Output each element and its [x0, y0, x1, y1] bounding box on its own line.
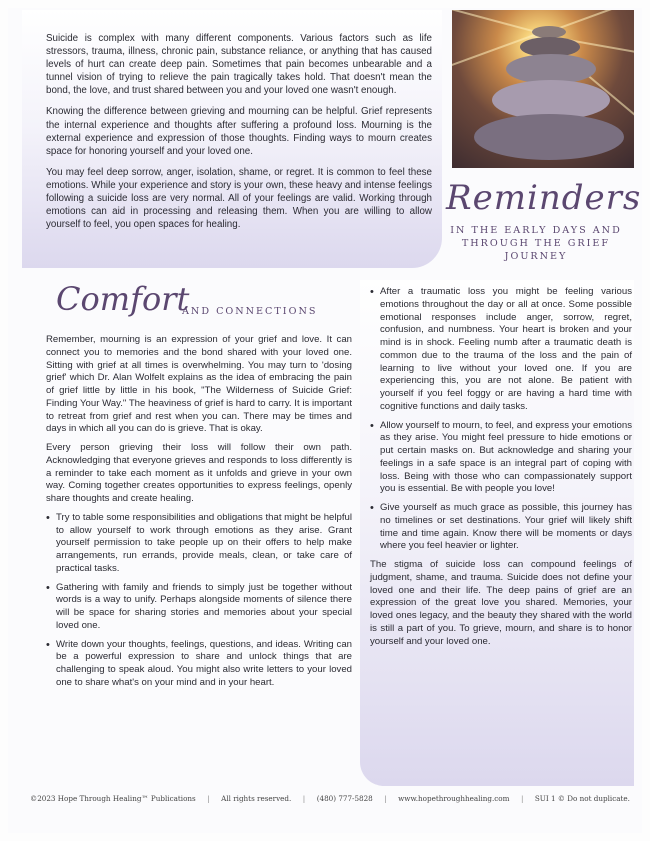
closing-paragraph: The stigma of suicide loss can compound feelings of judgment, shame, and trauma. Suicide does not define your loved one and their life. The deep pains of grief are an expression of the great love you shared. Memories, your loved ones legacy, and the beauty they shared with the world is still a part of you. To grieve, mourn, and share is to honor yourself and your loved one. [370, 559, 632, 647]
footer-divider: | [302, 794, 306, 803]
intro-text [46, 32, 432, 239]
page-subtitle: IN THE EARLY DAYS AND THROUGH THE GRIEF JOURNEY [450, 225, 622, 262]
list-item: • Allow yourself to mourn, to feel, and express your emotions as they arise. You might feel pressure to hide emotions or put certain masks on. But acknowledge and sharing your feelings in a safe space is an integral part of coping with loss. Being with those who can compassionately support you is essential. Be with people you love! [370, 420, 632, 497]
section-title-caps: AND CONNECTIONS [182, 306, 318, 317]
footer-copyright: ©2023 Hope Through Healing™ Publications [30, 794, 196, 803]
title-block [446, 178, 642, 263]
section-heading [30, 280, 352, 340]
list-item: • Try to table some responsibilities and obligations that might be helpful to allow yourself to work through emotions as they arise. Grant yourself permission to take people up on their offers to help make arrangements, run errands, provide meals, clean, or take care of practical tasks. [46, 512, 352, 576]
footer-divider: | [207, 794, 210, 803]
left-paragraph: Remember, mourning is an expression of your grief and love. It can connect you to memories and the bond shared with your loved one. Sitting with grief at all times is overwhelming. You may turn to 'dosing grief' which Dr. Alan Wolfelt explains as the idea of embracing the pain of grief little by little in his book, "The Wilderness of Suicide Grief: Finding Your Way." The heaviness of grief is hard to carry. It is important to retreat from grief and rest when you can. There may be times and days in which all you can do is grieve. That is okay. [46, 334, 352, 435]
left-paragraph: Every person grieving their loss will follow their own path. Acknowledging that everyone grieves and responds to loss differently is a reminder to take each moment as it unfolds and grieve in your own way. Coming together creates opportunities to express feelings, openly share thoughts and create healing. [46, 442, 352, 504]
left-column [30, 280, 352, 780]
list-item: • Give yourself as much grace as possible, this journey has no timelines or set destinations. Your grief will likely shift time and time again. Know there will be moments or days where you feel heavier or lighter. [370, 502, 632, 553]
intro-paragraph: Suicide is complex with many different components. Various factors such as life stressors, trauma, illness, chronic pain, substance reliance, or anything that has caused levels of hurt can create deep pain. Sometimes that pain becomes unbearable and a tunnel vision of trying to relieve the pain tragically takes hold. That doesn't mean the bond, the love, and trust shared between you and your loved one wasn't enough. [46, 33, 432, 97]
list-item: • Write down your thoughts, feelings, questions, and ideas. Writing can be a powerful expression to share and unlock things that are challenging to speak aloud. You might also write letters to your loved one to share what's on your mind and in your heart. [46, 639, 352, 690]
page-title: Reminders [446, 178, 642, 218]
list-item: • After a traumatic loss you might be feeling various emotions throughout the day or all at once. Some possible emotional responses include anger, sorrow, regret, confusion, and numbness. Your heart is broken and your mind is in shock. Feeling numb after a traumatic death is common due to the trauma of the loss and the pain of learning to live without your loved one. If you are experiencing this, you are not alone. Be patient with yourself if you feel foggy or are having a hard time with cognitive functions and daily tasks. [370, 286, 632, 414]
footer-phone: (480) 777-5828 [316, 794, 373, 803]
left-body [46, 334, 352, 696]
section-title-script: Comfort [56, 280, 190, 318]
footer [30, 794, 630, 803]
stacked-stones-photo [452, 10, 634, 168]
intro-paragraph: Knowing the difference between grieving and mourning can be helpful. Grief represents the internal experience and thoughts after suffering a profound loss. Mourning is the external experience and expression of those thoughts. Finding ways to mourn creates space for honoring yourself and your loved one. [46, 106, 432, 157]
intro-paragraph: You may feel deep sorrow, anger, isolation, shame, or regret. It is common to feel these emotions. While your experience and story is your own, these heavy and intense feelings following a suicide loss are very normal. All of your feelings are valid. Working through emotions can aid in processing and releasing them. When you are willing to allow yourself to feel, you open spaces for healing. [46, 166, 432, 231]
sun-ray [452, 10, 541, 34]
list-item: • Gathering with family and friends to simply just be together without words is a way to unify. Perhaps alongside moments of silence there will be space for sharing stories and memories about your special loved one. [46, 582, 352, 633]
footer-code: SUI 1 © Do not duplicate. [534, 794, 630, 803]
right-bullet-list [370, 286, 632, 553]
footer-rights: All rights reserved. [221, 794, 292, 803]
stone [474, 114, 624, 160]
footer-divider: | [520, 794, 524, 803]
footer-website[interactable]: www.hopethroughhealing.com [398, 794, 510, 803]
left-bullet-list [46, 512, 352, 690]
right-body [370, 286, 632, 654]
footer-divider: | [384, 794, 387, 803]
